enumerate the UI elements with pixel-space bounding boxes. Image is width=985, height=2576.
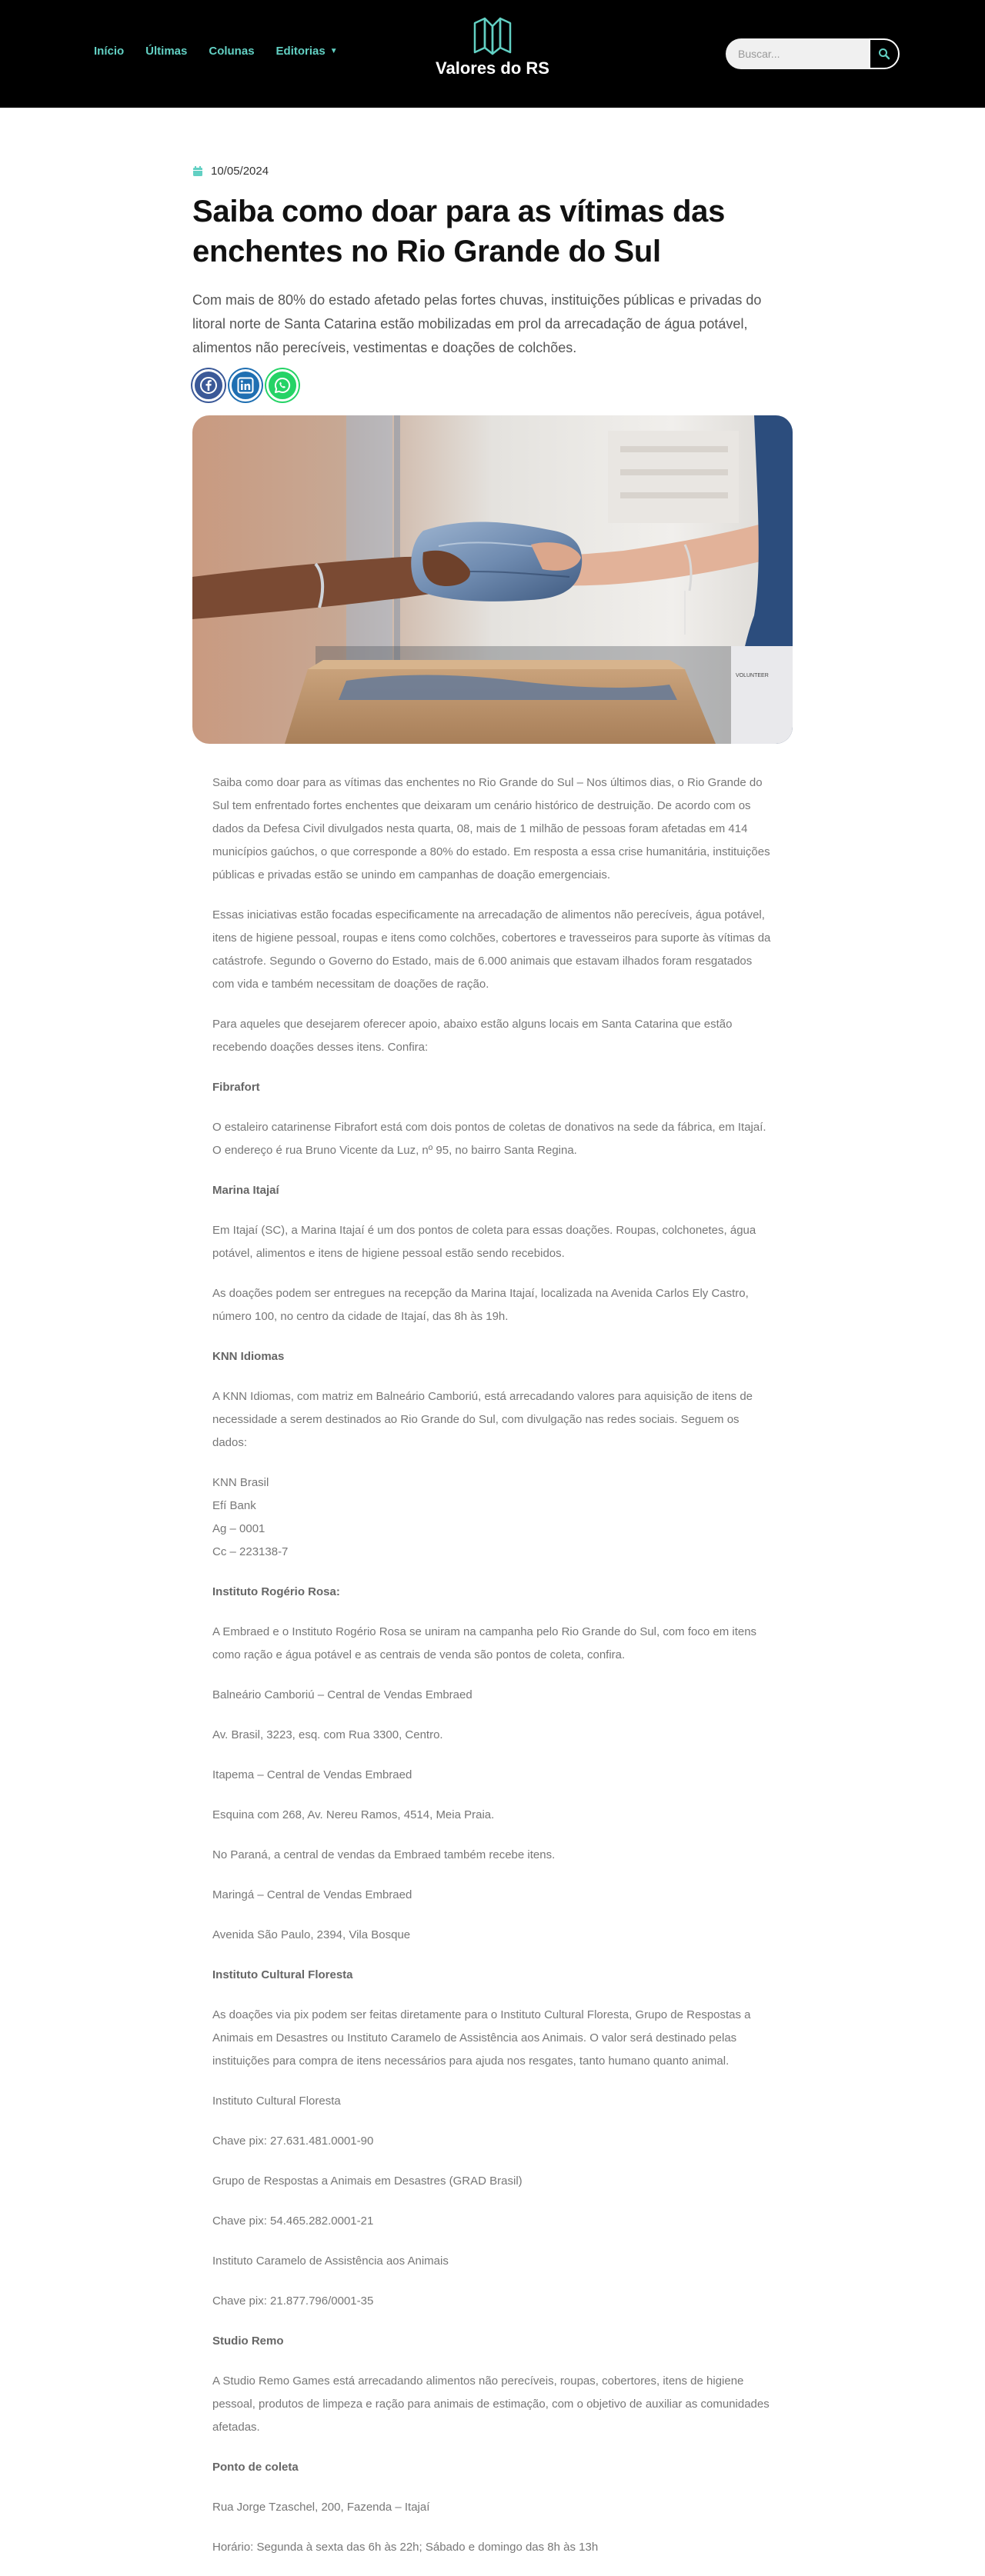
facebook-icon: [200, 377, 217, 394]
paragraph: Av. Brasil, 3223, esq. com Rua 3300, Centro.: [212, 1728, 443, 1741]
nav-colunas-label: Colunas: [209, 45, 255, 58]
search-icon: [878, 48, 890, 60]
nav-inicio-label: Início: [94, 45, 125, 58]
paragraph: As doações podem ser entregues na recepção da Marina Itajaí, localizada na Avenida Carlos Ely Castro, número 100, no centro da cidade de Itajaí, das 8h às 19h.: [212, 1287, 749, 1323]
paragraph: Horário: Segunda à sexta das 6h às 22h; Sábado e domingo das 8h às 13h: [212, 2541, 599, 2554]
whatsapp-icon: [274, 377, 291, 394]
calendar-icon: [192, 165, 203, 177]
nav-ultimas-label: Últimas: [145, 45, 188, 58]
section-heading-studio: Studio Remo: [212, 2334, 284, 2348]
paragraph: No Paraná, a central de vendas da Embraed também recebe itens.: [212, 1848, 556, 1861]
section-heading-knn: KNN Idiomas: [212, 1350, 285, 1363]
nav-editorias[interactable]: [276, 45, 338, 58]
share-whatsapp-button[interactable]: [266, 369, 299, 402]
paragraph: Chave pix: 27.631.481.0001-90: [212, 2134, 374, 2148]
article: [192, 108, 793, 2559]
article-body: [192, 771, 793, 2559]
paragraph: Chave pix: 54.465.282.0001-21: [212, 2214, 374, 2228]
map-icon: [472, 17, 513, 55]
paragraph: Saiba como doar para as vítimas das enchentes no Rio Grande do Sul – Nos últimos dias, o Rio Grande do Sul tem enfrentado fortes enchentes que deixaram um cenário histórico de destruição. De acordo com os dados da Defesa Civil divulgados nesta quarta, 08, mais de 1 milhão de pessoas foram afetadas em 414 municípios gaúchos, o que corresponde a 80% do estado. Em resposta a essa crise humanitária, instituições públicas e privadas estão se unindo em campanhas de doação emergenciais.: [212, 776, 770, 881]
chevron-down-icon: ▼: [329, 47, 338, 55]
paragraph: As doações via pix podem ser feitas diretamente para o Instituto Cultural Floresta, Grupo de Respostas a Animais em Desastres ou Instituto Caramelo de Assistência aos Animais. O valor será destinado pelas instituições para compra de itens necessários para ajuda nos resgates, tanto humano quanto animal.: [212, 2008, 751, 2068]
share-buttons: [192, 369, 793, 402]
paragraph: A KNN Idiomas, com matriz em Balneário Camboriú, está arrecadando valores para aquisição de itens de necessidade a serem destinados ao Rio Grande do Sul, com divulgação nas redes sociais. Seguem os dados:: [212, 1390, 753, 1449]
site-header: [0, 0, 985, 108]
paragraph: Balneário Camboriú – Central de Vendas Embraed: [212, 1688, 472, 1701]
search-input[interactable]: [726, 38, 869, 69]
site-logo[interactable]: [416, 17, 569, 78]
paragraph: Rua Jorge Tzaschel, 200, Fazenda – Itajaí: [212, 2501, 430, 2514]
nav-inicio[interactable]: [94, 45, 124, 58]
paragraph: A Studio Remo Games está arrecadando alimentos não perecíveis, roupas, cobertores, itens de higiene pessoal, produtos de limpeza e ração para animais de estimação, com o objetivo de auxiliar as comunidades afetadas.: [212, 2374, 770, 2434]
knn-bank-details: [212, 1471, 773, 1564]
bank-line: KNN Brasil: [212, 1476, 269, 1489]
article-lead: Com mais de 80% do estado afetado pelas fortes chuvas, instituições públicas e privadas do litoral norte de Santa Catarina estão mobilizadas em prol da arrecadação de água potável, alimentos não perecíveis, vestimentas e doações de colchões.: [192, 292, 762, 355]
section-heading-marina: Marina Itajaí: [212, 1184, 279, 1197]
nav-colunas[interactable]: [209, 45, 254, 58]
paragraph: O estaleiro catarinense Fibrafort está com dois pontos de coletas de donativos na sede da fábrica, em Itajaí. O endereço é rua Bruno Vicente da Luz, nº 95, no bairro Santa Regina.: [212, 1121, 766, 1157]
volunteer-label: VOLUNTEER: [736, 673, 769, 678]
section-heading-floresta: Instituto Cultural Floresta: [212, 1968, 353, 1981]
share-facebook-button[interactable]: [192, 369, 225, 402]
paragraph: Para aqueles que desejarem oferecer apoio, abaixo estão alguns locais em Santa Catarina que estão recebendo doações desses itens. Confira:: [212, 1018, 733, 1054]
post-date: [192, 165, 793, 178]
paragraph: Maringá – Central de Vendas Embraed: [212, 1888, 412, 1901]
main-nav: [94, 45, 338, 58]
section-heading-ponto: Ponto de coleta: [212, 2461, 299, 2474]
share-linkedin-button[interactable]: [229, 369, 262, 402]
bank-line: Efí Bank: [212, 1499, 256, 1512]
article-hero-image: [192, 415, 793, 744]
nav-ultimas[interactable]: [145, 45, 187, 58]
bank-line: Ag – 0001: [212, 1522, 265, 1535]
brand-name: Valores do RS: [436, 58, 549, 78]
paragraph: Itapema – Central de Vendas Embraed: [212, 1768, 412, 1781]
paragraph: Instituto Cultural Floresta: [212, 2094, 341, 2108]
paragraph: Avenida São Paulo, 2394, Vila Bosque: [212, 1928, 411, 1941]
paragraph: Em Itajaí (SC), a Marina Itajaí é um dos pontos de coleta para essas doações. Roupas, colchonetes, água potável, alimentos e itens de higiene pessoal estão sendo recebidos.: [212, 1224, 756, 1260]
bank-line: Cc – 223138-7: [212, 1545, 289, 1558]
search-form: [726, 38, 900, 69]
paragraph: Esquina com 268, Av. Nereu Ramos, 4514, Meia Praia.: [212, 1808, 495, 1821]
section-heading-fibrafort: Fibrafort: [212, 1081, 260, 1094]
linkedin-icon: [237, 377, 254, 394]
paragraph: Chave pix: 21.877.796/0001-35: [212, 2294, 374, 2308]
search-button[interactable]: [869, 38, 900, 69]
post-date-text: 10/05/2024: [211, 165, 269, 178]
article-title: Saiba como doar para as vítimas das enchentes no Rio Grande do Sul: [192, 195, 726, 268]
paragraph: A Embraed e o Instituto Rogério Rosa se uniram na campanha pelo Rio Grande do Sul, com foco em itens como ração e água potável e as centrais de venda são pontos de coleta, confira.: [212, 1625, 757, 1661]
paragraph: Essas iniciativas estão focadas especificamente na arrecadação de alimentos não perecíveis, água potável, itens de higiene pessoal, roupas e itens como colchões, cobertores e travesseiros para suporte às vítimas da catástrofe. Segundo o Governo do Estado, mais de 6.000 animais que estavam ilhados foram resgatados com vida e também necessitam de doações de ração.: [212, 908, 771, 991]
paragraph: Grupo de Respostas a Animais em Desastres (GRAD Brasil): [212, 2174, 523, 2188]
section-heading-rogerio: Instituto Rogério Rosa:: [212, 1585, 340, 1598]
donation-photo: [192, 415, 793, 744]
nav-editorias-label: Editorias: [275, 45, 326, 58]
paragraph: Instituto Caramelo de Assistência aos Animais: [212, 2254, 449, 2268]
